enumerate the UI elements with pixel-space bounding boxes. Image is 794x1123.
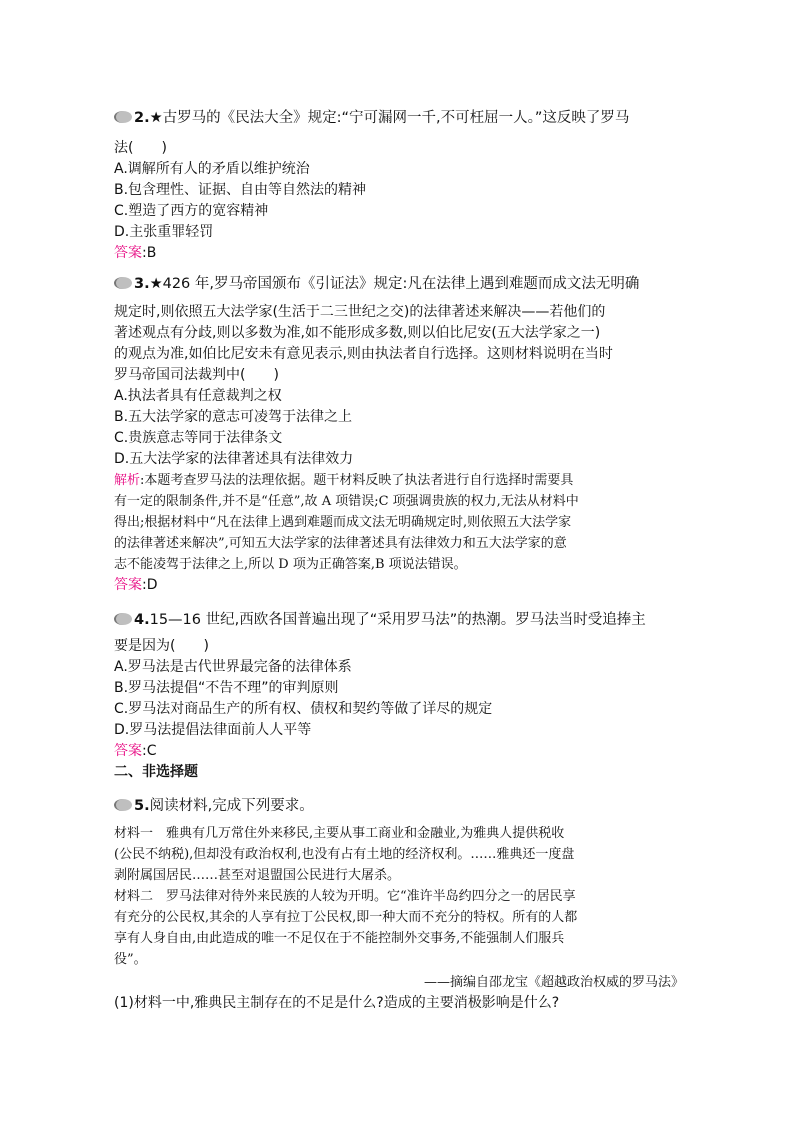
option-b: B.罗马法提倡“不告不理”的审判原则 — [114, 680, 339, 696]
option-a: A.执法者具有任意裁判之权 — [114, 388, 282, 404]
question-text: 著述观点有分歧,则以多数为准,如不能形成多数,则以伯比尼安(五大法学家之一) — [114, 325, 601, 341]
answer-value: :B — [142, 245, 157, 261]
material-line: 役”。 — [114, 952, 147, 967]
question-text: 要是因为( ) — [114, 638, 209, 654]
question-4-stem — [114, 610, 684, 631]
option-a: A.罗马法是古代世界最完备的法律体系 — [114, 659, 352, 675]
answer-value: :D — [142, 577, 158, 593]
question-text: 15—16 世纪,西欧各国普遍出现了“采用罗马法”的热潮。罗马法当时受追捧主 — [149, 612, 646, 628]
question-number: 2. — [134, 110, 150, 126]
material-line: 剥附属国居民……甚至对退盟国公民进行大屠杀。 — [114, 868, 401, 883]
option-b: B.包含理性、证据、自由等自然法的精神 — [114, 182, 367, 198]
question-3-stem — [114, 274, 684, 295]
answer — [114, 575, 684, 595]
answer-label: 答案 — [114, 577, 142, 593]
analysis-text: :本题考查罗马法的法理依据。题干材料反映了执法者进行自行选择时需要具 — [140, 473, 574, 488]
analysis — [114, 470, 684, 491]
option-c: C.罗马法对商品生产的所有权、债权和契约等做了详尽的规定 — [114, 701, 493, 717]
question-2-stem — [114, 108, 684, 129]
material-line: 享有人身自由,由此造成的唯一不足仅在于不能控制外交事务,不能强制人们服兵 — [114, 931, 565, 946]
answer — [114, 741, 684, 761]
question-text: 阅读材料,完成下列要求。 — [149, 798, 314, 814]
question-number: 3. — [134, 276, 150, 292]
question-marker-icon — [114, 277, 132, 289]
question-2 — [114, 108, 684, 263]
material-source: ——摘编自邵龙宝《超越政治权威的罗马法》 — [423, 975, 684, 990]
question-text: 罗马帝国司法裁判中( ) — [114, 367, 279, 383]
question-text: 的观点为准,如伯比尼安未有意见表示,则由执法者自行选择。这则材料说明在当时 — [114, 346, 613, 362]
answer — [114, 243, 684, 263]
analysis-text: 志不能凌驾于法律之上,所以 D 项为正确答案,B 项说法错误。 — [114, 557, 467, 572]
question-3 — [114, 274, 684, 595]
question-text: ★古罗马的《民法大全》规定:“宁可漏网一千,不可枉屈一人。”这反映了罗马 — [149, 110, 630, 126]
question-4 — [114, 610, 684, 783]
question-marker-icon — [114, 799, 132, 811]
question-5 — [114, 796, 684, 1014]
sub-question-1: (1)材料一中,雅典民主制存在的不足是什么?造成的主要消极影响是什么? — [114, 995, 560, 1011]
section-title: 二、非选择题 — [114, 764, 198, 780]
question-text: 法( ) — [114, 140, 167, 156]
analysis-label: 解析 — [114, 473, 141, 488]
option-c: C.贵族意志等同于法律条文 — [114, 430, 283, 446]
question-marker-icon — [114, 613, 132, 625]
answer-label: 答案 — [114, 743, 142, 759]
question-text: ★426 年,罗马帝国颁布《引证法》规定:凡在法律上遇到难题而成文法无明确 — [149, 276, 640, 292]
question-text: 规定时,则依照五大法学家(生活于二三世纪之交)的法律著述来解决——若他们的 — [114, 304, 606, 320]
analysis-text: 的法律著述来解决”,可知五大法学家的法律著述具有法律效力和五大法学家的意 — [114, 536, 567, 551]
option-d: D.罗马法提倡法律面前人人平等 — [114, 722, 312, 738]
question-marker-icon — [114, 111, 132, 123]
analysis-text: 得出;根据材料中“凡在法律上遇到难题而成文法无明确规定时,则依照五大法学家 — [114, 515, 572, 530]
option-b: B.五大法学家的意志可凌驾于法律之上 — [114, 409, 353, 425]
materials — [114, 823, 684, 993]
option-d: D.主张重罪轻罚 — [114, 224, 214, 240]
material-line: 有充分的公民权,其余的人享有拉丁公民权,即一种大而不充分的特权。所有的人都 — [114, 910, 578, 925]
answer-value: :C — [142, 743, 157, 759]
question-number: 4. — [134, 612, 150, 628]
option-d: D.五大法学家的法律著述具有法律效力 — [114, 451, 354, 467]
question-5-stem — [114, 796, 684, 817]
answer-label: 答案 — [114, 245, 142, 261]
material-line: (公民不纳税),但却没有政治权利,也没有占有土地的经济权利。……雅典还一度盘 — [114, 847, 575, 862]
material-line: 材料一 雅典有几万常住外来移民,主要从事工商业和金融业,为雅典人提供税收 — [114, 826, 565, 841]
material-line: 材料二 罗马法律对待外来民族的人较为开明。它“准许半岛约四分之一的居民享 — [114, 889, 576, 904]
analysis-text: 有一定的限制条件,并不是“任意”,故 A 项错误;C 项强调贵族的权力,无法从材料中 — [114, 494, 579, 509]
question-number: 5. — [134, 798, 150, 814]
option-c: C.塑造了西方的宽容精神 — [114, 203, 269, 219]
option-a: A.调解所有人的矛盾以维护统治 — [114, 161, 310, 177]
